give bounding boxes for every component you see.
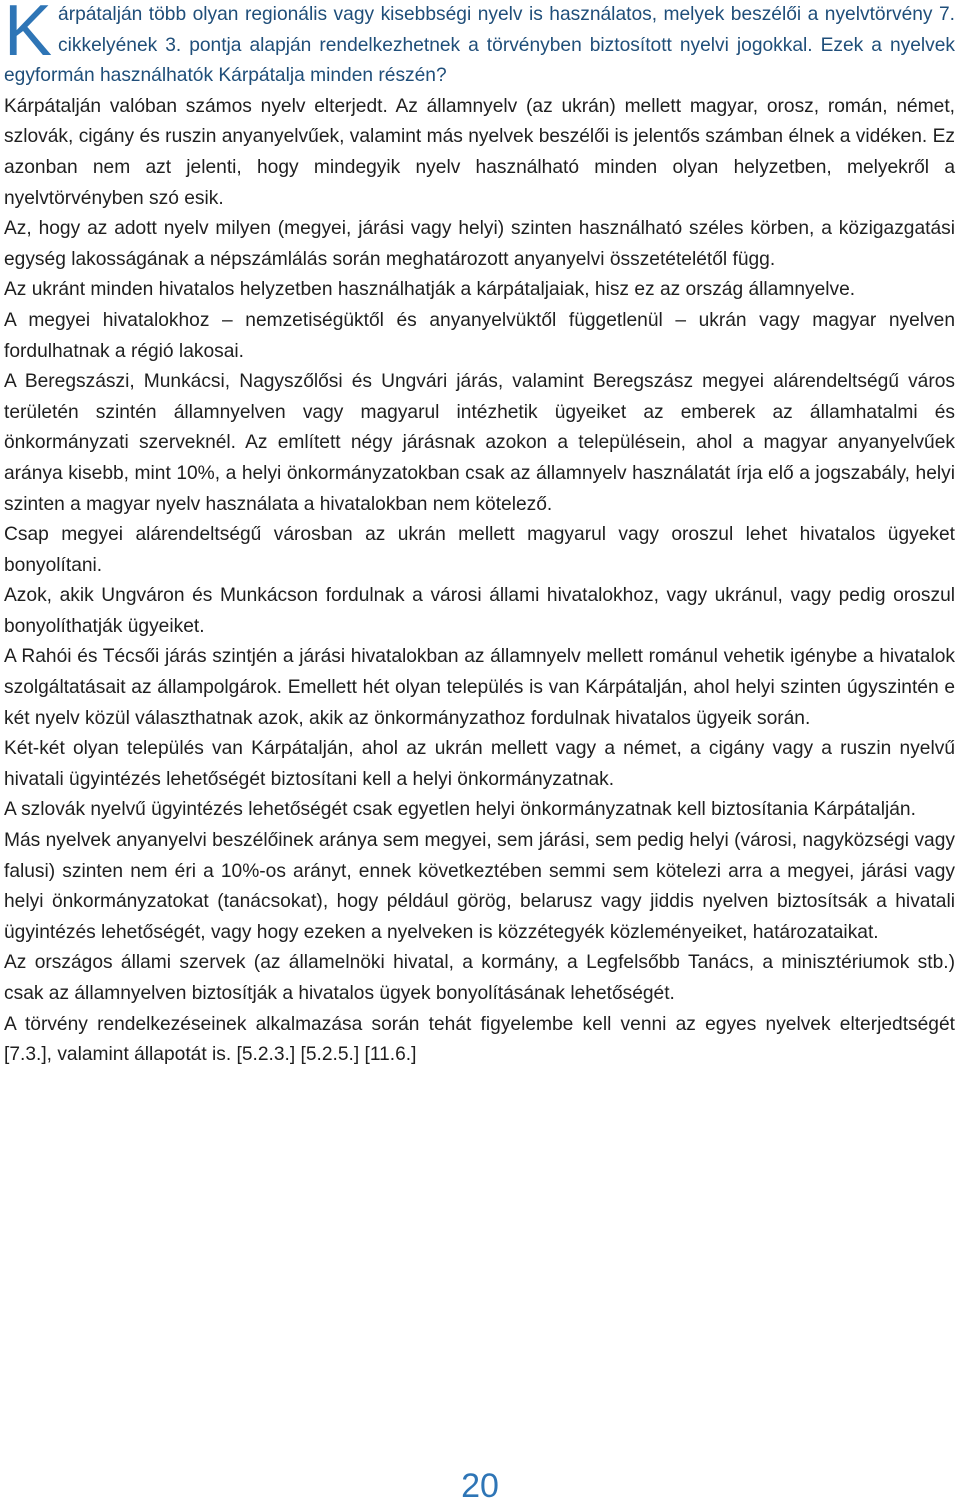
document-page	[4, 0, 955, 1071]
paragraph-4: A megyei hivatalokhoz – nemzetiségüktől és anyanyelvüktől függetlenül – ukrán vagy magyar nyelven fordulhatnak a régió lakosai.	[4, 309, 955, 362]
paragraph-2: Az, hogy az adott nyelv milyen (megyei, járási vagy helyi) szinten használható széles körben, a közigazgatási egység lakosságának a népszámlálás során meghatározott anyanyelvi összetételétől függ.	[4, 218, 955, 270]
paragraph-13: A törvény rendelkezéseinek alkalmazása során tehát figyelembe kell venni az egyes nyelvek elterjedtségét [7.3.], valamint állapotát is. [5.2.3.] [5.2.5.] [11.6.]	[4, 1013, 955, 1066]
paragraph-5: A Beregszászi, Munkácsi, Nagyszőlősi és Ungvári járás, valamint Beregszász megyei alárendeltségű város területén szintén államnyelven vagy magyarul intézhetik ügyeiket az emberek az államhatalmi és önkormányzati szerveknél. Az említett négy járásnak azokon a településein, ahol a magyar anyanyelvűek aránya kisebb, mint 10%, a helyi önkormányzatokban csak az államnyelv használatát írja elő a jogszabály, helyi szinten a magyar nyelv használata a hivatalokban nem kötelező.	[4, 371, 955, 515]
paragraph-9: Két-két olyan település van Kárpátalján, ahol az ukrán mellett vagy a német, a cigány vagy a ruszin nyelvű hivatali ügyintézés lehetőségét biztosítani kell a helyi önkormányzatnak.	[4, 738, 955, 790]
lead-question-text: árpátalján több olyan regionális vagy kisebbségi nyelv is használatos, melyek beszélői a nyelvtörvény 7. cikkelyének 3. pontja alapján rendelkezhetnek a törvényben biztosított nyelvi jogokkal. Ezek a nyelvek egyformán használhatók Kárpátalja minden részén?	[4, 4, 955, 87]
paragraph-1: Kárpátalján valóban számos nyelv elterjedt. Az államnyelv (az ukrán) mellett magyar, orosz, román, német, szlovák, cigány és ruszin anyanyelvűek, valamint más nyelvek beszélői is jelentős számban élnek a vidéken. Ez azonban nem azt jelenti, hogy mindegyik nyelv használható minden olyan helyzetben, melyekről a nyelvtörvényben szó esik.	[4, 95, 955, 209]
paragraph-3: Az ukránt minden hivatalos helyzetben használhatják a kárpátaljaiak, hisz ez az ország államnyelve.	[4, 279, 856, 301]
lead-question	[4, 0, 955, 92]
paragraph-6: Csap megyei alárendeltségű városban az ukrán mellett magyarul vagy oroszul lehet hivatalos ügyeket bonyolítani.	[4, 524, 955, 576]
drop-cap-letter: K	[4, 0, 53, 71]
page-number: 20	[461, 1467, 499, 1505]
paragraph-11: Más nyelvek anyanyelvi beszélőinek aránya sem megyei, sem járási, sem pedig helyi (városi, nagyközségi vagy falusi) szinten nem éri a 10%-os arányt, ennek következtében semmi sem kötelezi arra a megyei, járási vagy helyi önkormányzatokat (tanácsokat), hogy például görög, belarusz vagy jiddis nyelven biztosítsák a hivatali ügyintézés lehetőségét, vagy hogy ezeken a nyelveken is közzétegyék közleményeiket, határozataikat.	[4, 830, 955, 943]
paragraph-8: A Rahói és Técsői járás szintjén a járási hivatalokban az államnyelv mellett románul vehetik igénybe a hivatalok szolgáltatásait az állampolgárok. Emellett hét olyan település is van Kárpátalján, ahol helyi szinten úgyszintén e két nyelv közül választhatnak azok, akik az önkormányzathoz fordulnak hivatalos ügyeik során.	[4, 646, 955, 729]
paragraph-7: Azok, akik Ungváron és Munkácson fordulnak a városi állami hivatalokhoz, vagy ukránul, vagy pedig oroszul bonyolíthatják ügyeiket.	[4, 585, 955, 637]
paragraph-10: A szlovák nyelvű ügyintézés lehetőségét csak egyetlen helyi önkormányzatnak kell biztosítania Kárpátalján.	[4, 799, 916, 821]
paragraph-12: Az országos állami szervek (az államelnöki hivatal, a kormány, a Legfelsőbb Tanács, a minisztériumok stb.) csak az államnyelven biztosítják a hivatalos ügyek bonyolításának lehetőségét.	[4, 952, 955, 1004]
